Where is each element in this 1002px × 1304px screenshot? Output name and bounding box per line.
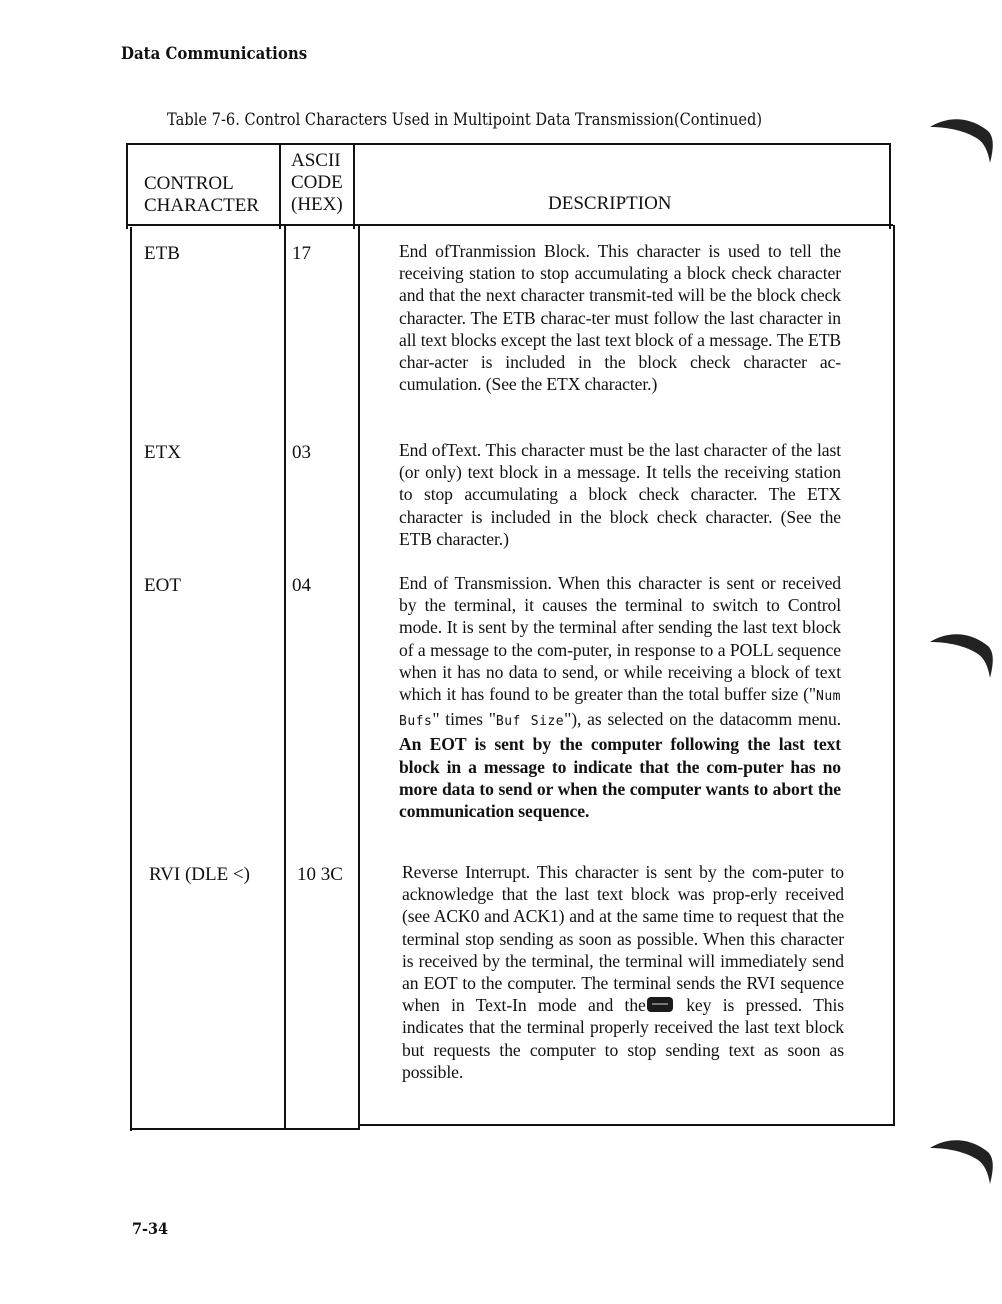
row-etx-code: 03: [292, 442, 311, 463]
column-divider-1: [279, 143, 281, 229]
table-bottom-border-right: [358, 1124, 895, 1126]
row-rvi-character: RVI (DLE <): [149, 864, 251, 885]
edge-tab-mark-icon: [928, 1134, 998, 1189]
row-etb-character: ETB: [144, 243, 180, 264]
row-etb-description: End ofTranmission Block. This character is used to tell the receiving station to stop accumulating a block check character and that the next character transmit-ted will be the block check character. The ETB charac-ter must follow the last character in all text blocks except the last text block of a message. The ETB char-acter is included in the block check character ac-cumulation. (See the ETX character.): [399, 241, 841, 395]
row-rvi-description: [402, 861, 844, 1083]
table-bottom-border: [130, 1128, 360, 1130]
column-divider-1-lower: [284, 225, 286, 1130]
eot-description-lead: End of Transmission. When this character is sent or received by the terminal, it causes the terminal to switch to Control mode. It is sent by the terminal after sending the last text block of a message to the com-puter, in response to a POLL sequence when it has no data to send, or while receiving a block of text which it has found to be greater than the total buffer size (": [399, 573, 841, 705]
row-etx-description: End ofText. This character must be the last character of the last (or only) text block in a message. It tells the receiving station to stop accumulating a block check character. The ETX character is included in the block check character. (See the ETB character.): [399, 440, 841, 549]
header-divider: [126, 224, 893, 226]
row-eot-character: EOT: [144, 575, 181, 596]
row-rvi-code: 10 3C: [297, 864, 343, 885]
header-control-character: CONTROL CHARACTER: [144, 173, 260, 216]
eot-description-mid: " times ": [432, 709, 496, 730]
row-etb-code: 17: [292, 243, 311, 264]
column-divider-2-lower: [358, 225, 360, 1128]
row-eot-code: 04: [292, 575, 311, 596]
running-head: Data Communications: [121, 44, 308, 64]
break-key-icon: [647, 997, 673, 1012]
rvi-description-before-key: Reverse Interrupt. This character is sent by the com-puter to acknowledge that the last text block was prop-erly received (see ACK0 and ACK1) and at the same time to request that the terminal stop sending as soon as possible. When this character is received by the terminal, the terminal will immediately send an EOT to the computer. The terminal sends the RVI sequence when in Text-In mode and the: [402, 862, 844, 1016]
table-right-border: [889, 143, 891, 229]
edge-tab-mark-icon: [928, 113, 998, 168]
table-top-border: [126, 143, 891, 145]
edge-tab-mark-icon: [928, 628, 998, 683]
table-left-border: [126, 143, 128, 229]
table-left-border-lower: [130, 227, 132, 1131]
row-eot-description: [399, 572, 841, 822]
row-etx-character: ETX: [144, 442, 181, 463]
eot-field-num-bufs: Num Bufs: [399, 689, 841, 730]
header-description: DESCRIPTION: [548, 193, 672, 214]
table-right-border-lower: [893, 225, 895, 1126]
eot-field-buf-size: Buf Size: [495, 714, 565, 730]
table-title: Table 7-6. Control Characters Used in Multipoint Data Transmission(Continued): [167, 110, 763, 130]
eot-description-emphasis: An EOT is sent by the computer following the last text block in a message to indicate that the com-puter has no more data to send or when the computer wants to abort the communication sequence.: [399, 734, 841, 822]
page-number: 7-34: [132, 1219, 169, 1238]
column-divider-2: [353, 143, 355, 229]
eot-description-after: "), as selected on the datacomm menu.: [564, 709, 841, 730]
header-ascii-code: ASCII CODE (HEX): [291, 150, 343, 215]
rvi-description-after-key: key is pressed. This indicates that the terminal properly received the last text block but requests the computer to stop sending text as soon as possible.: [402, 995, 844, 1082]
